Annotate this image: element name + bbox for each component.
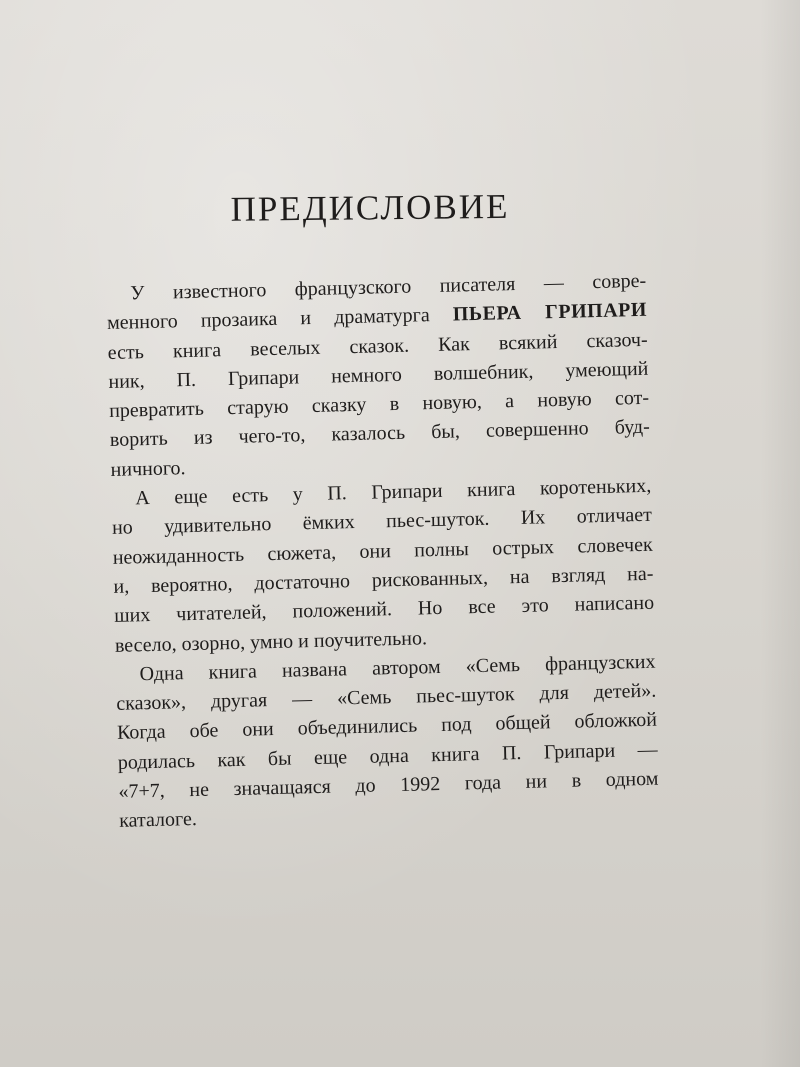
text-line: весело, озорно, умно и поучительно. (114, 626, 428, 657)
preface-text (106, 267, 659, 837)
text-line: ворить из чего-то, казалось бы, совершенно буд- (109, 416, 651, 452)
text-line: неожиданность сюжета, они полны острых словечек (112, 533, 653, 569)
text-line: и, вероятно, достаточно рискованных, на взгляд на- (113, 562, 654, 598)
text-line: Когда обе они объединились под общей обложкой (116, 709, 658, 745)
text-line: ничного. (110, 456, 186, 481)
text-line: Одна книга названа автором «Семь французских (139, 650, 656, 686)
author-name: ПЬЕРА ГРИПАРИ (452, 299, 648, 326)
page-edge-shadow (760, 0, 800, 1067)
text-line: есть книга веселых сказок. Как всякий сказоч- (107, 328, 648, 364)
text-line: родилась как бы еще одна книга П. Грипари — (117, 738, 658, 774)
text-line: ник, П. Грипари немного волшебник, умеющий (108, 357, 649, 393)
text-line: сказок», другая — «Семь пьес-шуток для детей». (116, 679, 657, 716)
text-line: менного прозаика и драматурга ПЬЕРА ГРИПАРИ (106, 299, 648, 335)
text-line: «7+7, не значащаяся до 1992 года ни в одном (118, 767, 659, 803)
text-line: но удивительно ёмких пьес-шуток. Их отличает (111, 504, 653, 540)
text-line: превратить старую сказку в новую, а новую сот- (108, 386, 650, 423)
text-line: У известного французского писателя — совре- (130, 269, 647, 305)
text-line: ших читателей, положений. Но все это написано (113, 591, 655, 628)
page-title: ПРЕДИСЛОВИЕ (230, 186, 510, 229)
text-line: А еще есть у П. Грипари книга коротеньких, (135, 474, 652, 510)
text-line: каталоге. (118, 808, 198, 833)
